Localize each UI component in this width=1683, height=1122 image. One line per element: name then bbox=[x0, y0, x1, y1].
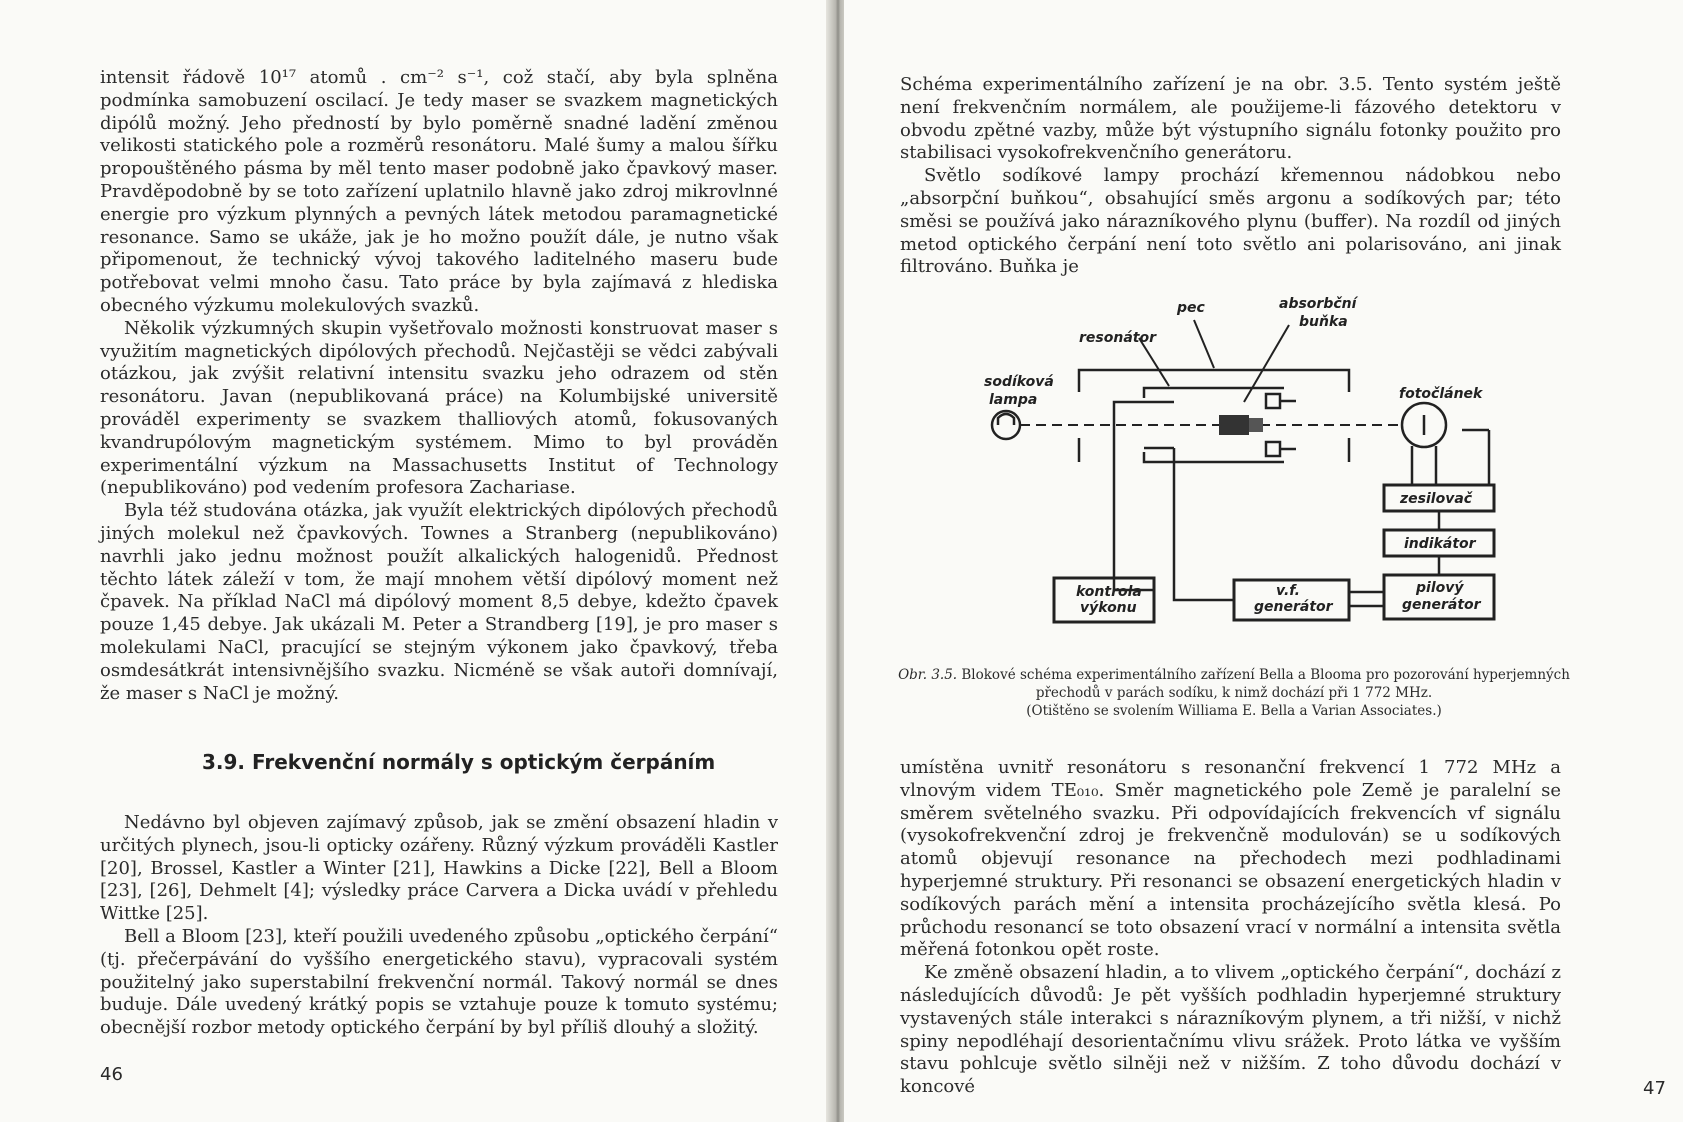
label-indikator: indikátor bbox=[1404, 536, 1476, 552]
paragraph: umístěna uvnitř resonátoru s resonanční frekvencí 1 772 MHz a vlnovým videm TE₀₁₀. Směr magnetického pole Země je paralelní se směrem světelného svazku. Při odpovídajících frekvencích vf signálu (vysokofrekvenční zdroj je frekvenčně modulován) se u sodíkových atomů objevují resonance na přechodech mezi podhladinami hyperjemné struktury. Při resonanci se obsazení energetických hladin v sodíkových parách mění a intensita procházejícího světla klesá. Po průchodu resonancí se toto obsazení vrací v normální a intensita světla měřená fotonkou opět roste. bbox=[900, 757, 1561, 961]
label-pilovy: pilový bbox=[1416, 580, 1464, 596]
caption-label: Obr. 3.5. bbox=[898, 667, 958, 683]
left-text-top bbox=[100, 67, 778, 705]
label-resonator: resonátor bbox=[1079, 330, 1156, 346]
figure-caption bbox=[894, 666, 1574, 720]
label-kontrola: kontrola bbox=[1076, 584, 1142, 600]
paragraph: Světlo sodíkové lampy prochází křemennou nádobkou nebo „absorpční buňkou“, obsahující směs argonu a sodíkových par; této směsi se používá jako nárazníkového plynu (buffer). Na rozdíl od jiných metod optického čerpání není toto světlo ani polarisováno, ani jinak filtrováno. Buňka je bbox=[900, 165, 1561, 278]
label-vf: v.f. bbox=[1276, 583, 1300, 599]
label-bunka: buňka bbox=[1299, 314, 1348, 330]
left-text-bottom bbox=[100, 812, 778, 1040]
label-pec: pec bbox=[1177, 300, 1205, 316]
label-fotoclanek: fotočlánek bbox=[1399, 386, 1483, 402]
label-lampa: lampa bbox=[989, 392, 1038, 408]
left-page bbox=[0, 0, 832, 1122]
label-sodikova: sodíková bbox=[984, 374, 1054, 390]
block-diagram bbox=[984, 290, 1524, 655]
page-number: 46 bbox=[100, 1064, 123, 1085]
paragraph: Schéma experimentálního zařízení je na obr. 3.5. Tento systém ještě není frekvenčním normálem, ale použijeme-li fázového detektoru v obvodu zpětné vazby, může být výstupního signálu fotonky použito pro stabilisaci vysokofrekvenčního generátoru. bbox=[900, 74, 1561, 164]
caption-credit: (Otištěno se svolením Williama E. Bella a Varian Associates.) bbox=[1026, 703, 1442, 719]
right-page bbox=[844, 0, 1683, 1122]
section-heading: 3.9. Frekvenční normály s optickým čerpáním bbox=[202, 750, 716, 774]
block-diagram-figure bbox=[984, 290, 1524, 655]
paragraph: Ke změně obsazení hladin, a to vlivem „optického čerpání“, dochází z následujících důvodů: Je pět vyšších podhladin hyperjemné struktury vystavených stále interakci s nárazníkovým plynem, a tři nižší, v nichž spiny nepodléhají desorientačnímu vlivu srážek. Proto látka ve vyšším stavu pohlcuje světlo silněji než v nižším. Z toho důvodu dochází v koncové bbox=[900, 962, 1561, 1098]
label-zesilovac: zesilovač bbox=[1400, 491, 1473, 507]
label-absorbni: absorbční bbox=[1279, 296, 1357, 312]
right-text-bottom bbox=[900, 757, 1561, 1099]
paragraph: Několik výzkumných skupin vyšetřovalo možnosti konstruovat maser s využitím magnetických dipólových přechodů. Nejčastěji se vědci zabývali otázkou, jak zvýšit relativní intensitu svazku jeho odrazem od stěn resonátoru. Javan (nepublikovaná práce) na Kolumbijské universitě prováděl experimenty se svazkem thalliových atomů, fokusovaných kvandrupólovým magnetickým systémem. Mimo to byl prováděn experimentální výzkum na Massachusetts Institut of Technology (nepublikováno) pod vedením profesora Zachariase. bbox=[100, 317, 778, 499]
right-text-top bbox=[900, 74, 1561, 279]
paragraph: Bell a Bloom [23], kteří použili uvedeného způsobu „optického čerpání“ (tj. přečerpávání do vyššího energetického stavu), vypracovali systém použitelný jako superstabilní frekvenční normál. Takový normál se dnes buduje. Dále uvedený krátký popis se vztahuje pouze k tomuto systému; obecnější rozbor metody optického čerpání by byl příliš dlouhý a složitý. bbox=[100, 925, 778, 1039]
label-vykonu: výkonu bbox=[1080, 600, 1137, 616]
caption-text: Blokové schéma experimentálního zařízení Bella a Blooma pro pozorování hyperjemných přechodů v parách sodíku, k nimž dochází při 1 772 MHz. bbox=[961, 667, 1570, 701]
paragraph: intensit řádově 10¹⁷ atomů . cm⁻² s⁻¹, což stačí, aby byla splněna podmínka samobuzení oscilací. Je tedy maser se svazkem magnetických dipólů možný. Jeho předností by bylo poměrně snadné ladění změnou velikosti statického pole a rozměrů resonátoru. Malé šumy a malou šířku propouštěného pásma by měl tento maser podobně jako čpavkový maser. Pravděpodobně by se toto zařízení uplatnilo hlavně jako zdroj mikrovlnné energie pro výzkum plynných a pevných látek metodou paramagnetické resonance. Samo se ukáže, jak je ho možno použít dále, je nutno však připomenout, že technický vývoj takového laditelného maseru bude potřebovat velmi mnoho času. Tato práce by byla zajímavá z hlediska obecného výzkumu molekulových svazků. bbox=[100, 67, 778, 316]
paragraph: Byla též studována otázka, jak využít elektrických dipólových přechodů jiných molekul než čpavkových. Townes a Stranberg (nepublikováno) navrhli jako jednu možnost použít alkalických halogenidů. Přednost těchto látek záleží v tom, že mají mnohem větší dipólový moment než čpavek. Na příklad NaCl má dipólový moment 8,5 debye, kdežto čpavek pouze 1,45 debye. Jak ukázali M. Peter a Strandberg [19], je pro maser s molekulami NaCl, pracující se stejným výkonem jako čpavkový, třeba osmdesátkrát intensivnějšího svazku. Nicméně se však autoři domnívají, že maser s NaCl je možný. bbox=[100, 500, 778, 704]
page-number: 47 bbox=[1643, 1078, 1666, 1099]
label-generator: generátor bbox=[1254, 599, 1333, 615]
label-pilovy-generator: generátor bbox=[1402, 597, 1481, 613]
paragraph: Nedávno byl objeven zajímavý způsob, jak se změní obsazení hladin v určitých plynech, jsou-li opticky ozářeny. Různý výzkum prováděli Kastler [20], Brossel, Kastler a Winter [21], Hawkins a Dicke [22], Bell a Bloom [23], [26], Dehmelt [4]; výsledky práce Carvera a Dicka uvádí v přehledu Wittke [25]. bbox=[100, 812, 778, 925]
